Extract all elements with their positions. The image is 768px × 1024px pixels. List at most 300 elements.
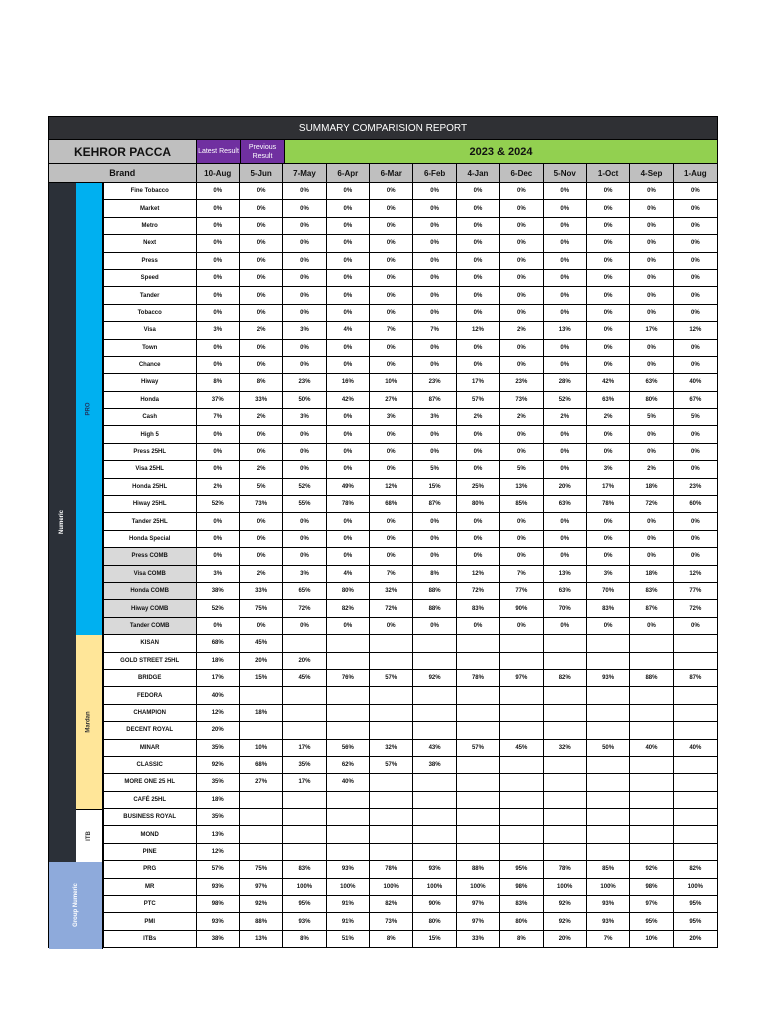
value-cell: 98%	[197, 896, 240, 913]
value-cell: 0%	[413, 618, 456, 635]
value-cell: 75%	[240, 861, 283, 878]
value-cell: 0%	[240, 218, 283, 235]
value-cell: 0%	[240, 531, 283, 548]
value-cell	[240, 722, 283, 739]
brand-name: Town	[103, 340, 197, 357]
value-cell: 0%	[457, 253, 500, 270]
value-cell: 10%	[240, 740, 283, 757]
value-cell	[413, 774, 456, 791]
value-cell: 0%	[413, 200, 456, 217]
value-cell	[587, 774, 630, 791]
value-cell: 0%	[674, 444, 717, 461]
value-cell: 100%	[327, 879, 370, 896]
value-cell	[370, 826, 413, 843]
value-cell: 37%	[197, 392, 240, 409]
value-cell: 80%	[413, 913, 456, 930]
value-cell	[500, 826, 543, 843]
value-cell: 12%	[674, 566, 717, 583]
value-cell: 0%	[674, 287, 717, 304]
brand-name: Visa	[103, 322, 197, 339]
value-cell	[413, 722, 456, 739]
brand-name: CAFÉ 25HL	[103, 792, 197, 809]
value-cell: 90%	[413, 896, 456, 913]
summary-report-sheet	[48, 116, 718, 948]
value-cell: 0%	[283, 531, 326, 548]
value-cell: 0%	[240, 513, 283, 530]
value-cell: 0%	[413, 235, 456, 252]
value-cell: 95%	[630, 913, 673, 930]
value-cell: 98%	[630, 879, 673, 896]
table-row	[49, 253, 717, 270]
value-cell: 35%	[197, 740, 240, 757]
value-cell: 3%	[370, 409, 413, 426]
value-cell: 0%	[327, 253, 370, 270]
value-cell: 0%	[283, 340, 326, 357]
value-cell	[327, 809, 370, 826]
table-row	[49, 635, 717, 652]
value-cell: 0%	[587, 357, 630, 374]
value-cell: 0%	[283, 548, 326, 565]
value-cell: 2%	[197, 479, 240, 496]
value-cell: 10%	[370, 374, 413, 391]
value-cell: 0%	[587, 618, 630, 635]
value-cell	[457, 653, 500, 670]
brand-name: BRIDGE	[103, 670, 197, 687]
value-cell: 8%	[500, 931, 543, 948]
brand-name: PTC	[103, 896, 197, 913]
value-cell: 0%	[197, 513, 240, 530]
value-cell: 0%	[197, 305, 240, 322]
value-cell: 68%	[197, 635, 240, 652]
brand-name: GOLD STREET 25HL	[103, 653, 197, 670]
value-cell: 0%	[544, 340, 587, 357]
value-cell: 0%	[240, 548, 283, 565]
value-cell: 13%	[500, 479, 543, 496]
value-cell: 0%	[674, 270, 717, 287]
value-cell: 0%	[544, 618, 587, 635]
brand-header: Brand	[49, 164, 197, 183]
table-row	[49, 513, 717, 530]
value-cell: 0%	[413, 531, 456, 548]
value-cell: 50%	[283, 392, 326, 409]
value-cell: 23%	[500, 374, 543, 391]
group-group-numeric-text: Group Numeric	[72, 883, 79, 927]
table-row	[49, 896, 717, 913]
brand-name: MINAR	[103, 740, 197, 757]
value-cell: 97%	[457, 896, 500, 913]
value-cell: 50%	[587, 740, 630, 757]
value-cell: 57%	[370, 757, 413, 774]
header-row-dates	[48, 164, 718, 183]
value-cell: 0%	[370, 200, 413, 217]
value-cell: 85%	[500, 496, 543, 513]
brand-name: Honda	[103, 392, 197, 409]
value-cell: 100%	[283, 879, 326, 896]
value-cell	[630, 653, 673, 670]
date-header: 10-Aug	[197, 164, 240, 183]
date-header: 7-May	[283, 164, 326, 183]
value-cell: 0%	[197, 287, 240, 304]
value-cell: 17%	[457, 374, 500, 391]
value-cell	[500, 653, 543, 670]
value-cell	[413, 687, 456, 704]
date-header: 6-Dec	[500, 164, 543, 183]
group-mardan-label	[76, 635, 103, 809]
value-cell	[587, 687, 630, 704]
value-cell: 43%	[413, 740, 456, 757]
value-cell: 0%	[544, 531, 587, 548]
value-cell: 72%	[630, 496, 673, 513]
value-cell: 0%	[327, 357, 370, 374]
value-cell: 93%	[587, 913, 630, 930]
table-row	[49, 757, 717, 774]
value-cell: 0%	[240, 618, 283, 635]
value-cell: 63%	[630, 374, 673, 391]
value-cell: 88%	[413, 600, 456, 617]
group-group-numeric-label	[49, 862, 103, 949]
value-cell: 0%	[327, 218, 370, 235]
brand-name: High 5	[103, 426, 197, 443]
value-cell: 0%	[630, 426, 673, 443]
value-cell: 42%	[327, 392, 370, 409]
value-cell: 0%	[283, 253, 326, 270]
value-cell: 83%	[587, 600, 630, 617]
value-cell: 0%	[370, 461, 413, 478]
value-cell	[630, 792, 673, 809]
table-row	[49, 479, 717, 496]
value-cell: 3%	[283, 322, 326, 339]
value-cell: 0%	[674, 531, 717, 548]
value-cell: 0%	[674, 183, 717, 200]
value-cell: 78%	[587, 496, 630, 513]
value-cell: 0%	[327, 461, 370, 478]
value-cell: 0%	[197, 200, 240, 217]
value-cell: 92%	[197, 757, 240, 774]
value-cell: 18%	[630, 566, 673, 583]
date-header: 6-Mar	[370, 164, 413, 183]
value-cell: 95%	[500, 861, 543, 878]
value-cell: 0%	[327, 426, 370, 443]
value-cell	[674, 722, 717, 739]
value-cell: 0%	[283, 305, 326, 322]
value-cell: 83%	[457, 600, 500, 617]
value-cell: 0%	[413, 218, 456, 235]
value-cell: 0%	[240, 426, 283, 443]
value-cell: 95%	[674, 896, 717, 913]
previous-result-label: Previous Result	[241, 140, 285, 164]
value-cell: 0%	[630, 513, 673, 530]
brand-name: FEDORA	[103, 687, 197, 704]
value-cell: 0%	[413, 426, 456, 443]
brand-name: Tobacco	[103, 305, 197, 322]
value-cell: 0%	[370, 444, 413, 461]
value-cell	[283, 722, 326, 739]
table-row	[49, 774, 717, 791]
value-cell	[544, 653, 587, 670]
value-cell: 0%	[413, 253, 456, 270]
value-cell: 0%	[500, 253, 543, 270]
group-pro-label	[76, 183, 103, 635]
table-row	[49, 426, 717, 443]
value-cell: 42%	[587, 374, 630, 391]
value-cell: 0%	[240, 444, 283, 461]
value-cell: 0%	[197, 426, 240, 443]
value-cell: 0%	[457, 426, 500, 443]
value-cell: 52%	[197, 496, 240, 513]
value-cell: 40%	[674, 740, 717, 757]
value-cell: 0%	[370, 287, 413, 304]
value-cell: 0%	[240, 200, 283, 217]
value-cell	[327, 722, 370, 739]
date-header: 5-Jun	[240, 164, 283, 183]
value-cell	[370, 722, 413, 739]
value-cell: 0%	[587, 531, 630, 548]
value-cell: 0%	[283, 218, 326, 235]
value-cell: 0%	[283, 444, 326, 461]
table-row	[49, 374, 717, 391]
value-cell: 33%	[240, 392, 283, 409]
value-cell: 0%	[327, 513, 370, 530]
value-cell: 0%	[587, 340, 630, 357]
value-cell	[500, 687, 543, 704]
value-cell: 0%	[283, 183, 326, 200]
value-cell	[457, 826, 500, 843]
value-cell: 93%	[197, 879, 240, 896]
value-cell	[240, 844, 283, 861]
value-cell: 0%	[457, 444, 500, 461]
date-header: 6-Feb	[413, 164, 456, 183]
value-cell: 0%	[197, 531, 240, 548]
value-cell: 0%	[630, 235, 673, 252]
value-cell: 0%	[587, 200, 630, 217]
value-cell: 0%	[240, 340, 283, 357]
value-cell: 0%	[240, 253, 283, 270]
value-cell: 0%	[370, 270, 413, 287]
value-cell: 0%	[457, 270, 500, 287]
value-cell: 2%	[544, 409, 587, 426]
table-row	[49, 653, 717, 670]
value-cell: 82%	[674, 861, 717, 878]
value-cell: 0%	[197, 270, 240, 287]
brand-name: BUSINESS ROYAL	[103, 809, 197, 826]
value-cell	[413, 809, 456, 826]
value-cell: 0%	[197, 235, 240, 252]
value-cell: 0%	[630, 548, 673, 565]
value-cell: 2%	[630, 461, 673, 478]
value-cell	[500, 705, 543, 722]
value-cell: 0%	[544, 253, 587, 270]
table-row	[49, 809, 717, 826]
value-cell	[674, 809, 717, 826]
value-cell	[587, 722, 630, 739]
value-cell: 100%	[457, 879, 500, 896]
date-header: 5-Nov	[544, 164, 587, 183]
date-header: 6-Apr	[327, 164, 370, 183]
value-cell: 0%	[544, 287, 587, 304]
table-row	[49, 687, 717, 704]
value-cell: 2%	[587, 409, 630, 426]
value-cell: 0%	[587, 287, 630, 304]
value-cell: 12%	[197, 844, 240, 861]
value-cell	[674, 757, 717, 774]
value-cell: 27%	[240, 774, 283, 791]
value-cell: 49%	[327, 479, 370, 496]
value-cell: 0%	[544, 461, 587, 478]
value-cell: 7%	[370, 322, 413, 339]
value-cell	[630, 757, 673, 774]
value-cell: 2%	[240, 322, 283, 339]
value-cell: 17%	[283, 774, 326, 791]
value-cell: 0%	[283, 461, 326, 478]
table-row	[49, 861, 717, 878]
value-cell: 0%	[630, 287, 673, 304]
value-cell: 15%	[413, 931, 456, 948]
brand-name: Market	[103, 200, 197, 217]
value-cell: 88%	[630, 670, 673, 687]
value-cell: 0%	[674, 200, 717, 217]
value-cell: 0%	[457, 287, 500, 304]
brand-name: Tander 25HL	[103, 513, 197, 530]
value-cell: 0%	[544, 426, 587, 443]
value-cell: 33%	[240, 583, 283, 600]
value-cell: 2%	[240, 461, 283, 478]
table-row	[49, 913, 717, 930]
value-cell: 0%	[457, 200, 500, 217]
value-cell: 0%	[630, 340, 673, 357]
value-cell	[413, 653, 456, 670]
value-cell: 0%	[500, 287, 543, 304]
value-cell: 87%	[630, 600, 673, 617]
brand-name: ITBs	[103, 931, 197, 948]
value-cell: 0%	[674, 513, 717, 530]
value-cell	[674, 653, 717, 670]
value-cell: 100%	[544, 879, 587, 896]
value-cell: 0%	[370, 513, 413, 530]
value-cell: 72%	[457, 583, 500, 600]
value-cell: 0%	[457, 357, 500, 374]
value-cell: 0%	[544, 305, 587, 322]
group-numeric-label	[49, 183, 76, 862]
value-cell: 0%	[283, 200, 326, 217]
value-cell: 0%	[327, 200, 370, 217]
value-cell: 60%	[674, 496, 717, 513]
value-cell: 0%	[197, 461, 240, 478]
value-cell: 5%	[630, 409, 673, 426]
brand-name: Next	[103, 235, 197, 252]
brand-name: MR	[103, 879, 197, 896]
value-cell: 62%	[327, 757, 370, 774]
value-cell: 0%	[457, 531, 500, 548]
value-cell: 88%	[240, 913, 283, 930]
value-cell: 0%	[457, 218, 500, 235]
value-cell: 35%	[283, 757, 326, 774]
brand-name: Press	[103, 253, 197, 270]
table-row	[49, 600, 717, 617]
value-cell	[283, 705, 326, 722]
brand-name: KISAN	[103, 635, 197, 652]
value-cell: 13%	[240, 931, 283, 948]
value-cell: 0%	[413, 444, 456, 461]
value-cell: 0%	[630, 218, 673, 235]
table-row	[49, 670, 717, 687]
value-cell: 97%	[240, 879, 283, 896]
table-row	[49, 531, 717, 548]
value-cell: 87%	[413, 392, 456, 409]
value-cell: 0%	[587, 253, 630, 270]
value-cell: 0%	[587, 322, 630, 339]
value-cell: 0%	[197, 340, 240, 357]
value-cell: 97%	[457, 913, 500, 930]
value-cell	[327, 844, 370, 861]
value-cell	[370, 809, 413, 826]
value-cell: 0%	[630, 444, 673, 461]
value-cell: 0%	[587, 270, 630, 287]
table-row	[49, 461, 717, 478]
value-cell: 0%	[457, 235, 500, 252]
value-cell: 18%	[630, 479, 673, 496]
value-cell: 0%	[370, 531, 413, 548]
date-header: 1-Oct	[587, 164, 630, 183]
value-cell	[327, 826, 370, 843]
value-cell	[630, 809, 673, 826]
table-row	[49, 270, 717, 287]
value-cell: 35%	[197, 774, 240, 791]
value-cell: 3%	[197, 566, 240, 583]
value-cell: 78%	[370, 861, 413, 878]
value-cell	[413, 705, 456, 722]
value-cell: 20%	[283, 653, 326, 670]
value-cell: 0%	[370, 340, 413, 357]
brand-name: Tander COMB	[103, 618, 197, 635]
value-cell: 32%	[544, 740, 587, 757]
value-cell: 0%	[370, 235, 413, 252]
value-cell: 8%	[240, 374, 283, 391]
table-row	[49, 305, 717, 322]
value-cell: 0%	[457, 548, 500, 565]
value-cell: 0%	[283, 235, 326, 252]
value-cell: 0%	[457, 513, 500, 530]
brand-name: Tander	[103, 287, 197, 304]
table-row	[49, 287, 717, 304]
value-cell	[240, 792, 283, 809]
value-cell	[544, 757, 587, 774]
value-cell: 72%	[370, 600, 413, 617]
value-cell: 35%	[197, 809, 240, 826]
value-cell: 88%	[457, 861, 500, 878]
value-cell	[500, 792, 543, 809]
value-cell: 7%	[413, 322, 456, 339]
value-cell: 0%	[500, 357, 543, 374]
brand-name: Honda Special	[103, 531, 197, 548]
value-cell: 90%	[500, 600, 543, 617]
value-cell: 0%	[413, 357, 456, 374]
value-cell	[413, 635, 456, 652]
brand-name: Fine Tobacco	[103, 183, 197, 200]
value-cell: 52%	[197, 600, 240, 617]
value-cell: 38%	[197, 931, 240, 948]
value-cell: 40%	[327, 774, 370, 791]
value-cell: 4%	[327, 566, 370, 583]
value-cell: 0%	[197, 253, 240, 270]
table-row	[49, 931, 717, 948]
value-cell	[630, 826, 673, 843]
value-cell	[457, 722, 500, 739]
value-cell	[674, 774, 717, 791]
value-cell: 87%	[413, 496, 456, 513]
value-cell	[370, 635, 413, 652]
value-cell	[587, 757, 630, 774]
value-cell: 0%	[500, 340, 543, 357]
